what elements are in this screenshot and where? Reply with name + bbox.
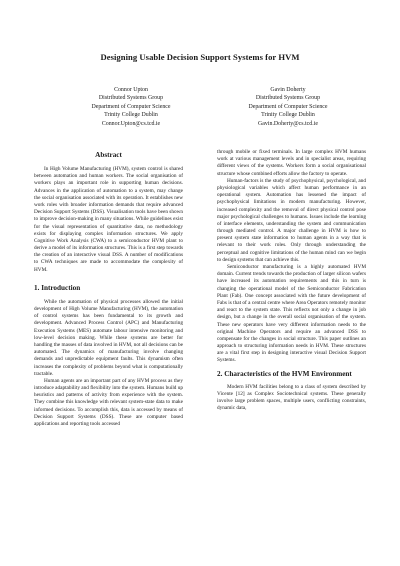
hvm-environment-heading: 2. Characteristics of the HVM Environment — [217, 369, 352, 378]
hvm-environment-paragraph: Modern HVM facilities belong to a class of system described by Vicente [12] as Complex Sociotechnical systems. These generally involve large problem spaces, multiple users, conflicting constraints, dynamic data, — [217, 383, 366, 412]
body-paragraph: Semiconductor manufacturing is a highly automated HVM domain. Current trends towards the production of larger silicon wafers have increased its automation requirements and this in turn is changing the operational model of the Semiconductor Fabrication Plant (Fab). One concept associated with the future development of Fabs is that of a central centre where Area Operators remotely monitor and react to the system state. This reflects not only a change in job design, but a change in the overall social organisation of the system. These new operators have very different information needs to the original Machine Operators and require an advanced DSS to compensate for the changes in social structure. This paper outlines an approach to structuring information needs in HVM. These structures are a vital first step in designing interactive visual Decision Support Systems. — [217, 264, 366, 364]
author-department: Department of Computer Science — [248, 103, 328, 110]
left-column — [34, 150, 183, 428]
right-column — [217, 149, 366, 412]
author-institution: Trinity College Dublin — [104, 112, 158, 119]
author-institution: Trinity College Dublin — [261, 112, 315, 119]
author-email: Gavin.Doherty@cs.tcd.ie — [258, 120, 318, 127]
author-department: Department of Computer Science — [91, 103, 171, 110]
paper-title: Designing Usable Decision Support Systems for HVM — [100, 52, 300, 62]
author-block-left — [56, 86, 206, 128]
introduction-heading: 1. Introduction — [34, 283, 81, 292]
author-name: Gavin Doherty — [270, 87, 306, 93]
body-paragraph: through mobile or fixed terminals. In large complex HVM humans work at various management levels and in specialist areas, requiring different views of the systems. Workers form a social organisational structure whose combined efforts allow the factory to operate. — [217, 149, 366, 177]
introduction-paragraph: Human agents are an important part of any HVM process as they introduce adaptability and flexibility into the system. Humans build up heuristics and patterns of activity from experience with the system. They combine this knowledge with relevant system-state data to make informed decisions. To accomplish this, data is accessed by means of Decision Support Systems (DSS). These are computer based applications and reporting tools accessed — [34, 377, 183, 427]
author-name: Connor Upton — [114, 87, 148, 93]
introduction-paragraph: While the automation of physical processes allowed the initial development of High Volume Manufacturing (HVM), the automation of control systems has been fundamental to its growth and development. Advanced Process Control (APC) and Manufacturing Execution Systems (MES) automate labour intensive monitoring and low-level decision making. While these systems are better for handling the masses of data involved in HVM, not all decisions can be automated. The dynamics of manufacturing involve changing demands and unpredictable equipment faults. This dynamism often increases the complexity of problems beyond what is computationally tractable. — [34, 298, 183, 377]
abstract-heading: Abstract — [95, 151, 122, 159]
abstract-text: In High Volume Manufacturing (HVM), system control is shared between automation and human workers. The social organisation of workers plays an important role in supporting human decisions. Advances in the application of automation to a system, may change the social organisation associated with its operation. It establishes new work roles with broader information demands that require advanced Decision Support Systems (DSS). Visualisation tools have been shown to improve decision-making in many situations. While guidelines exist for the visual representation of quantitative data, no methodology exists for displaying complex information structures. We apply Cognitive Work Analysis (CWA) to a semiconductor HVM plant to derive a model of its information structures. This is a first step towards the creation of an interactive visual DSS. A number of modifications to CWA techniques are made to accommodate the complexity of HVM. — [34, 166, 183, 273]
author-email: Connor.Upton@cs.tcd.ie — [101, 120, 161, 127]
author-block-right — [213, 86, 363, 128]
body-paragraph: Human-factors is the study of psychophysical, psychological, and physiological variables which affect human performance in an operational system. Automation has lessened the impact of psychophysical limitations in modern manufacturing. However, increased complexity and the removal of direct physical control pose major psychological challenges to humans. Issues include the learning of interface elements, understanding the system and communication through mediated control. A major challenge in HVM is how to present system state information to human agents in a way that is relevant to their work roles. Only through understanding the perceptual and cognitive limitations of the human mind can we begin to design systems that can achieve this. — [217, 177, 366, 263]
author-group: Distributed Systems Group — [98, 95, 164, 102]
author-group: Distributed Systems Group — [255, 95, 321, 102]
